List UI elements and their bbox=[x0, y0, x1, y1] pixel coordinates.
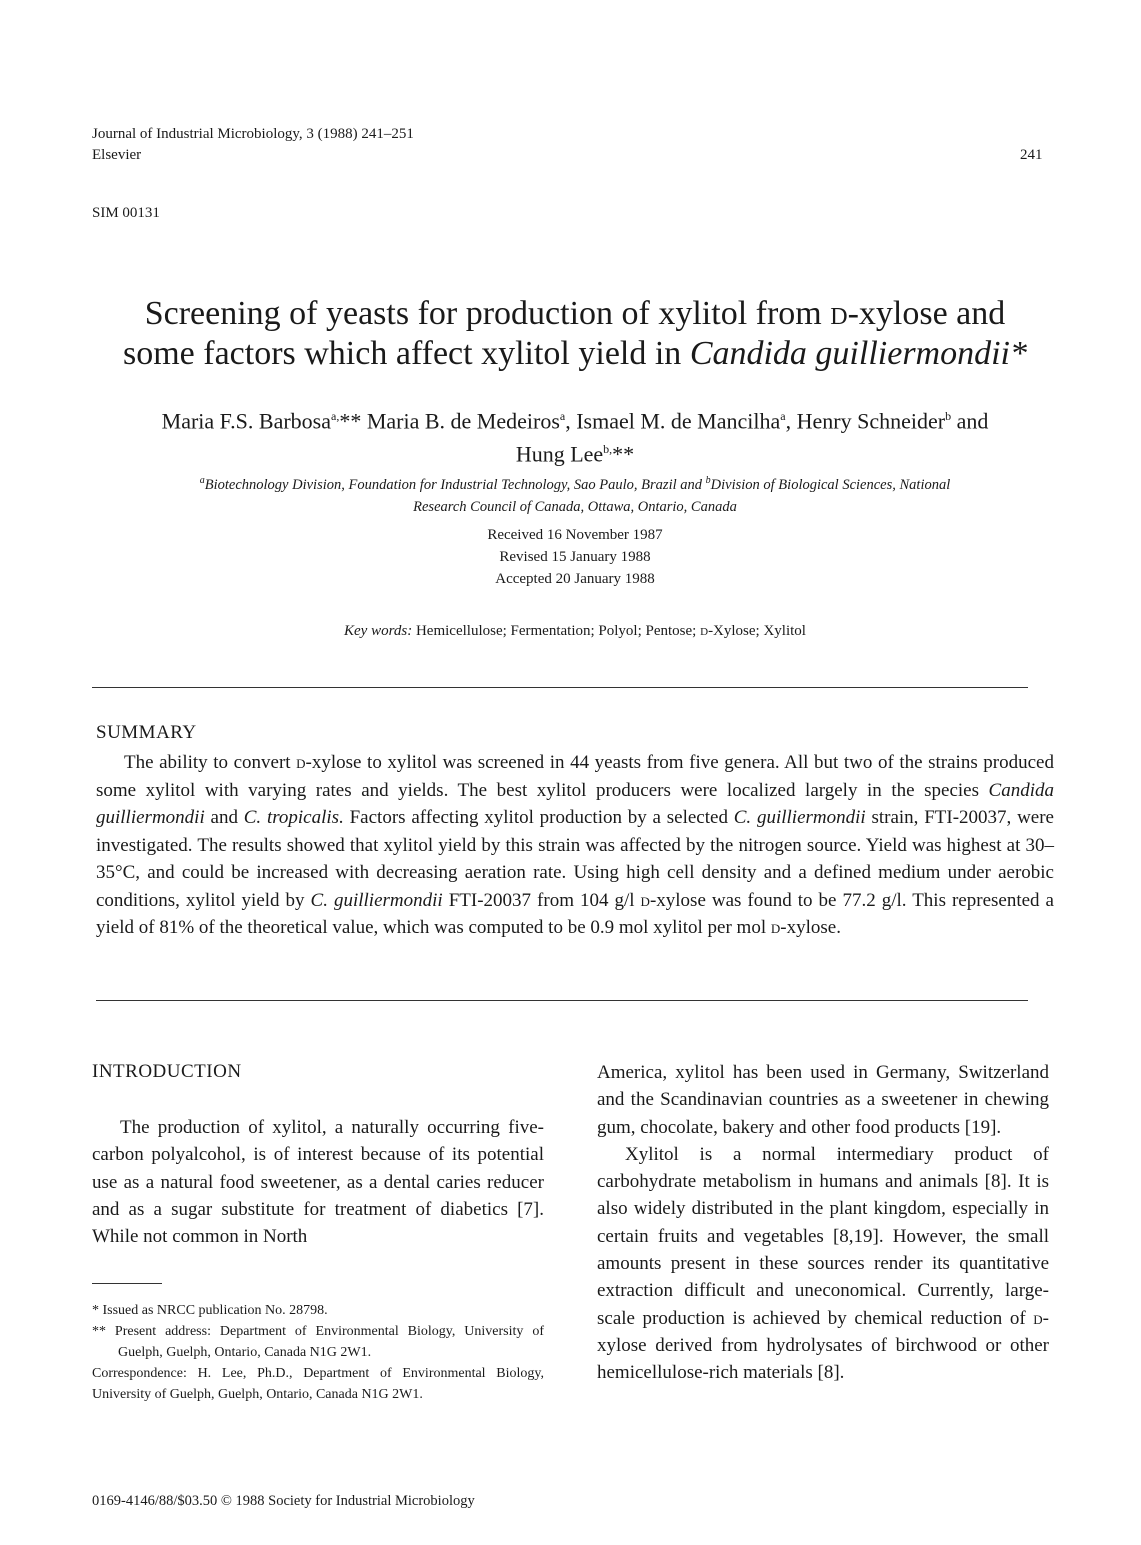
date-received: Received 16 November 1987 bbox=[487, 527, 663, 543]
title-line-1: Screening of yeasts for production of xylitol from d-xylose and bbox=[144, 295, 1006, 332]
date-accepted: Accepted 20 January 1988 bbox=[495, 571, 655, 587]
title-line-2: some factors which affect xylitol yield in Candida guilliermondii* bbox=[122, 335, 1027, 372]
affiliations: $^a$Biotechnology Division, Foundation for Industrial Technology, Sao Paulo, Brazil and $^b$Division of Biological Sciences, National Research Council of Canada, Ottawa, Ontario, Canada bbox=[199, 475, 951, 515]
intro-paragraph-2: Xylitol is a normal intermediary product of carbohydrate metabolism in humans and animals [8]. It is also widely distributed in the plant kingdom, especially in certain fruits and vegetables [8,19]. However, the small amounts present in these sources render its quantitative extraction difficult and uneconomical. Currently, large-scale production is achieved by chemical reduction of d-xylose derived from hydrolysates of birchwood or other hemicellulose-rich materials [8]. bbox=[597, 1143, 1049, 1384]
sim-number: SIM 00131 bbox=[92, 205, 160, 221]
footnote-3: Correspondence: H. Lee, Ph.D., Department of Environmental Biology, University of Guelph, Guelph, Ontario, Canada N1G 2W1. bbox=[92, 1366, 544, 1402]
keywords: Key words: Hemicellulose; Fermentation; Polyol; Pentose; d-Xylose; Xylitol bbox=[344, 623, 806, 639]
footnotes bbox=[92, 1300, 544, 1405]
footnote-rule bbox=[92, 1283, 162, 1284]
divider-top bbox=[92, 687, 1028, 688]
summary-heading: SUMMARY bbox=[96, 722, 197, 743]
publisher: Elsevier bbox=[92, 147, 142, 163]
author-list: Maria F.S. Barbosa$^{a,}$** Maria B. de Medeiros$^a$, Ismael M. de Mancilha$^a$, Henry Schneider$^b$ and Hung Lee$^{b,}$** bbox=[161, 408, 989, 467]
intro-paragraph-1-cont: America, xylitol has been used in Germany, Switzerland and the Scandinavian countries as a sweetener in chewing gum, chocolate, bakery and other food products [19]. bbox=[597, 1062, 1049, 1138]
introduction-heading: INTRODUCTION bbox=[92, 1061, 242, 1082]
date-revised: Revised 15 January 1988 bbox=[499, 549, 651, 565]
keywords-label: Key words: bbox=[344, 623, 413, 639]
article-dates bbox=[60, 524, 1090, 590]
divider-bottom bbox=[96, 1000, 1028, 1001]
journal-citation: Journal of Industrial Microbiology, 3 (1988) 241–251 bbox=[92, 126, 414, 142]
page-number: 241 bbox=[1020, 147, 1043, 163]
copyright-footer: 0169-4146/88/$03.50 © 1988 Society for Industrial Microbiology bbox=[92, 1493, 475, 1509]
footnote-1: * Issued as NRCC publication No. 28798. bbox=[92, 1303, 328, 1318]
article-title bbox=[60, 294, 1090, 374]
introduction-right-column bbox=[597, 1059, 1049, 1387]
summary-text: The ability to convert d-xylose to xylitol was screened in 44 yeasts from five genera. All but two of the strains produced some xylitol with varying rates and yields. The best xylitol producers were localized largely in the species Candida guilliermondii and C. tropicalis. Factors affecting xylitol production by a selected C. guilliermondii strain, FTI-20037, were investigated. The results showed that xylitol yield by this strain was affected by the nitrogen source. Yield was highest at 30–35°C, and could be increased with decreasing aeration rate. Using high cell density and a defined medium under aerobic conditions, xylitol yield by C. guilliermondii FTI-20037 from 104 g/l d-xylose was found to be 77.2 g/l. This represented a yield of 81% of the theoretical value, which was computed to be 0.9 mol xylitol per mol d-xylose. bbox=[96, 752, 1054, 938]
intro-paragraph-1: The production of xylitol, a naturally occurring five-carbon polyalcohol, is of interest because of its potential use as a natural food sweetener, as a dental caries reducer and as a sugar substitute for treatment of diabetics [7]. While not common in North bbox=[92, 1117, 544, 1248]
introduction-left-column bbox=[92, 1114, 544, 1250]
footnote-2: ** Present address: Department of Environmental Biology, University of Guelph, Guelph, Ontario, Canada N1G 2W1. bbox=[92, 1324, 544, 1360]
